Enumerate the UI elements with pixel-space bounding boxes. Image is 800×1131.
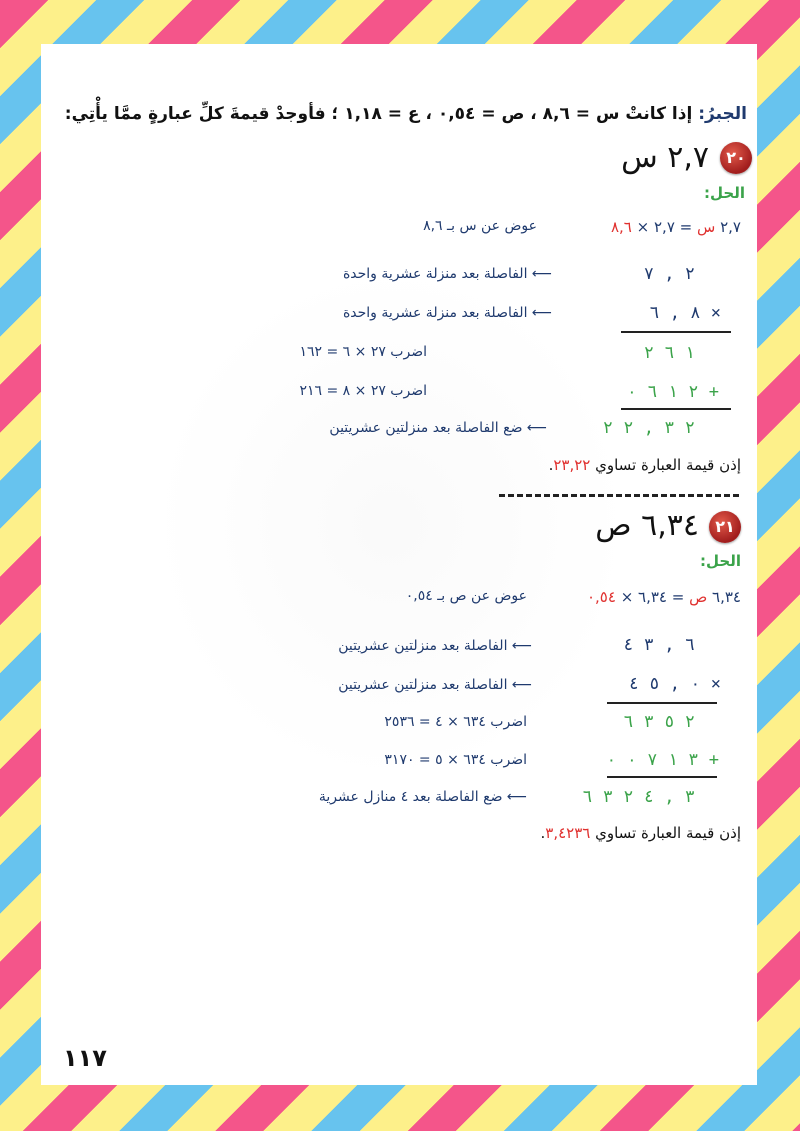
substitution-line <box>611 218 741 236</box>
calc-step: + ٣ ١ ٧ ٠ ٠ <box>606 750 719 770</box>
sub-lhs: ٢,٧ <box>720 218 741 236</box>
calc-result: ٢ ٣ , ٢ ٢ <box>602 418 695 438</box>
step-note: اضرب ٦٣٤ × ٥ = ٣١٧٠ <box>384 752 527 768</box>
conclusion: إذن قيمة العبارة تساوي ٣,٤٢٣٦. <box>540 824 741 842</box>
watermark <box>151 264 631 784</box>
problem-number-badge: ٢١ <box>709 511 741 543</box>
step-note <box>329 420 547 436</box>
step-note-text: الفاصلة بعد منزلتين عشريتين <box>338 677 508 693</box>
calc-step: × ٨ , ٦ <box>649 303 721 323</box>
solution-label: الحل: <box>704 184 745 202</box>
step-note: اضرب ٢٧ × ٨ = ٢١٦ <box>299 383 427 399</box>
conclusion-value: ٣,٤٢٣٦ <box>545 824 591 842</box>
sub-value: ٨,٦ <box>610 218 632 236</box>
header-label: الجبرُ: <box>698 104 747 124</box>
multiplication-rule <box>607 702 717 704</box>
problem-header <box>65 104 747 124</box>
arrow-icon: ⟵ <box>531 266 552 282</box>
step-note <box>319 789 527 805</box>
step-note-text: الفاصلة بعد منزلتين عشريتين <box>338 638 508 654</box>
step-note-text: الفاصلة بعد منزلة عشرية واحدة <box>342 305 528 321</box>
step-note-text: ضع الفاصلة بعد منزلتين عشريتين <box>329 420 523 436</box>
calc-step: ٦ , ٣ ٤ <box>623 635 695 655</box>
conclusion-text: إذن قيمة العبارة تساوي <box>595 824 741 842</box>
conclusion-text: إذن قيمة العبارة تساوي <box>595 456 741 474</box>
solution-label: الحل: <box>700 552 741 570</box>
conclusion: إذن قيمة العبارة تساوي ٢٣,٢٢. <box>548 456 741 474</box>
sub-equation: = ٦,٣٤ × <box>620 588 685 606</box>
step-note-text: الفاصلة بعد منزلة عشرية واحدة <box>342 266 528 282</box>
problem-number-badge: ٢٠ <box>720 142 752 174</box>
sub-equation: = ٢,٧ × <box>636 218 693 236</box>
multiplication-rule <box>621 331 731 333</box>
arrow-icon: ⟵ <box>526 420 547 436</box>
conclusion-value: ٢٣,٢٢ <box>553 456 591 474</box>
step-note <box>338 638 532 654</box>
problem-expression: ٢,٧ س <box>621 140 709 175</box>
substitution-note: عوض عن س بـ ٨,٦ <box>423 218 537 234</box>
step-note <box>338 677 532 693</box>
calc-step: ٢ ٥ ٣ ٦ <box>623 712 695 732</box>
step-note: اضرب ٢٧ × ٦ = ١٦٢ <box>299 344 427 360</box>
calc-step: × ٠ , ٥ ٤ <box>628 674 721 694</box>
sub-lhs: ٦,٣٤ <box>712 588 741 606</box>
arrow-icon: ⟵ <box>506 789 527 805</box>
step-note-text: ضع الفاصلة بعد ٤ منازل عشرية <box>318 789 503 805</box>
problem-expression: ٦,٣٤ ص <box>595 508 699 543</box>
page-sheet <box>41 44 757 1085</box>
arrow-icon: ⟵ <box>531 305 552 321</box>
arrow-icon: ⟵ <box>511 638 532 654</box>
calc-step: + ٢ ١ ٦ ٠ <box>626 382 719 402</box>
calc-step: ١ ٦ ٢ <box>643 343 695 363</box>
addition-rule <box>621 408 731 410</box>
step-note <box>343 266 552 282</box>
step-note <box>343 305 552 321</box>
page-number: ١١٧ <box>63 1044 107 1072</box>
addition-rule <box>607 776 717 778</box>
step-note: اضرب ٦٣٤ × ٤ = ٢٥٣٦ <box>384 714 527 730</box>
sub-variable: س <box>697 218 716 236</box>
sub-variable: ص <box>689 588 708 606</box>
substitution-note: عوض عن ص بـ ٠,٥٤ <box>405 588 527 604</box>
arrow-icon: ⟵ <box>511 677 532 693</box>
sub-value: ٠,٥٤ <box>586 588 616 606</box>
calc-result: ٣ , ٤ ٢ ٣ ٦ <box>582 787 695 807</box>
substitution-line <box>587 588 741 606</box>
calc-step: ٢ , ٧ <box>643 264 695 284</box>
header-text: إذا كانتْ س = ٨,٦ ، ص = ٠,٥٤ ، ع = ١,١٨ ؛ فأوجدْ قيمةَ كلِّ عبارةٍ ممَّا يأْتِي: <box>64 104 693 124</box>
section-divider <box>499 494 739 497</box>
